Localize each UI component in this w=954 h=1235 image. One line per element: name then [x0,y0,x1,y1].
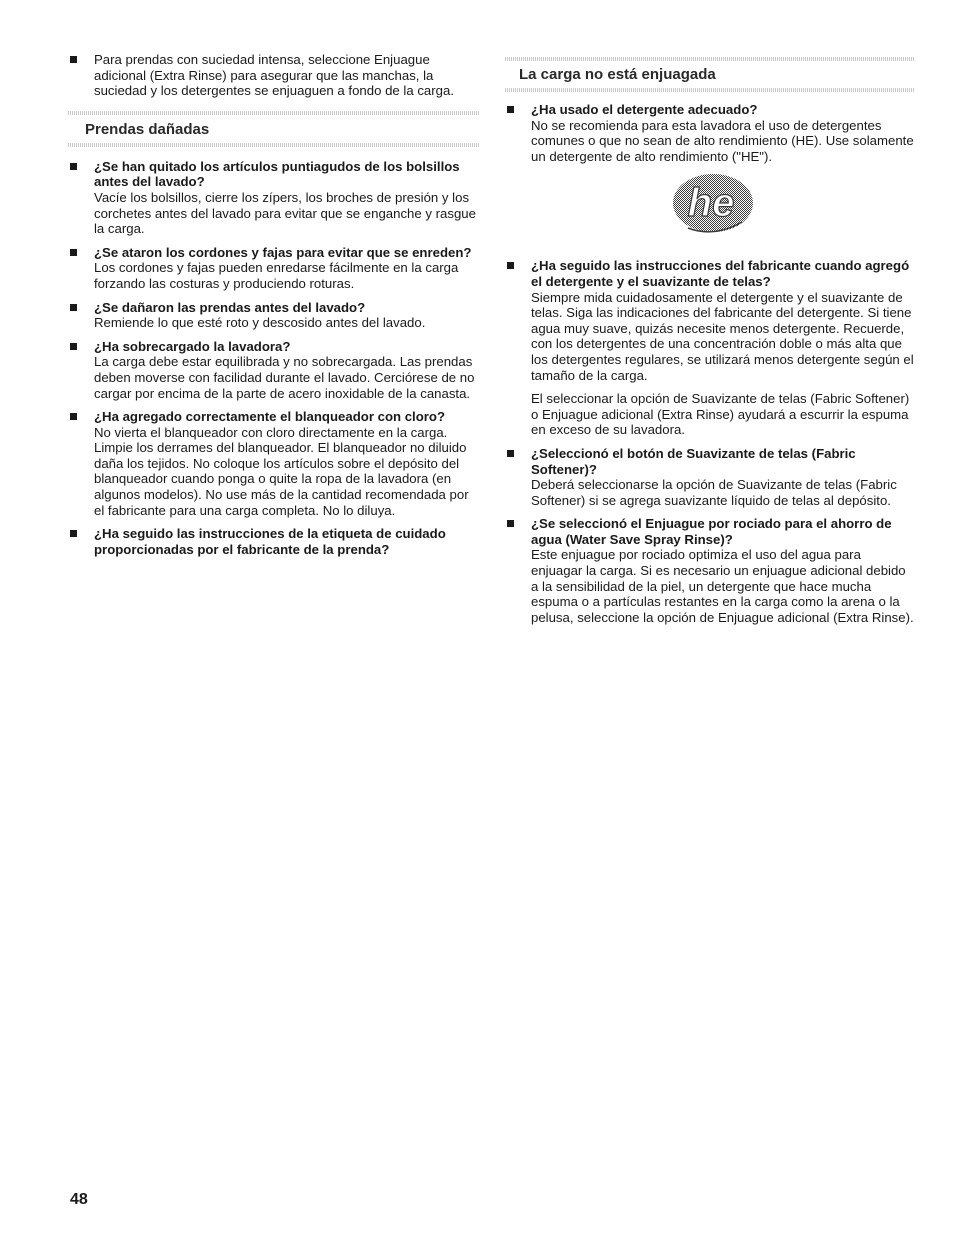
bullet-square-icon [507,450,514,457]
answer-text: No vierta el blanqueador con cloro directamente en la carga. Limpie los derrames del blanqueador. El blanqueador no diluido daña los tejidos. No coloque los artículos sobre el depósito del blanqueador cuando ponga o quite la ropa de la lavadora (en algunos modelos). No use más de la cantidad recomendada por el fabricante para una carga completa. No lo diluya. [94,424,469,518]
bullet-square-icon [70,56,77,63]
bullet-square-icon [70,413,77,420]
question-text: ¿Se seleccionó el Enjuague por rociado para el ahorro de agua (Water Save Spray Rinse)? [531,516,892,547]
intro-bullet [68,52,480,99]
list-item [505,102,915,164]
section-divider [505,88,915,92]
section-divider [68,143,480,147]
svg-text:he: he [687,181,735,226]
section-divider [68,111,480,115]
list-item [68,245,480,292]
question-text: ¿Seleccionó el botón de Suavizante de telas (Fabric Softener)? [531,445,856,477]
list-item [68,159,480,237]
bullet-square-icon [70,249,77,256]
bullet-square-icon [507,520,514,527]
question-text: ¿Ha seguido las instrucciones de la etiqueta de cuidado proporcionadas por el fabricante de la prenda? [94,526,446,557]
intro-text: Para prendas con suciedad intensa, seleccione Enjuague adicional (Extra Rinse) para asegurar que las manchas, la suciedad y los detergentes se enjuaguen a fondo de la carga. [94,52,454,99]
question-text: ¿Se ataron los cordones y fajas para evitar que se enreden? [94,244,472,260]
answer-text: Vacíe los bolsillos, cierre los zípers, los broches de presión y los corchetes antes del lavado para evitar que se enganche y rasgue la carga. [94,189,476,237]
list-item [505,258,915,383]
section-divider [505,57,915,61]
question-text: ¿Se han quitado los artículos puntiagudos de los bolsillos antes del lavado? [94,158,460,190]
bullet-square-icon [507,106,514,113]
paragraph-text: El seleccionar la opción de Suavizante de telas (Fabric Softener) o Enjuague adicional (Extra Rinse) ayudará a escurrir la espuma en exceso de su lavadora. [531,391,910,438]
answer-text: No se recomienda para esta lavadora el uso de detergentes comunes o que no sean de alto rendimiento (HE). Use solamente un detergente de alto rendimiento ("HE"). [531,117,914,164]
answer-text: Remiende lo que esté roto y descosido antes del lavado. [94,315,426,331]
he-logo [505,172,915,244]
bullet-square-icon [70,530,77,537]
right-column [505,57,915,633]
list-item [68,526,480,557]
question-text: ¿Ha agregado correctamente el blanqueador con cloro? [94,409,446,425]
answer-text: La carga debe estar equilibrada y no sobrecargada. Las prendas deben moverse con facilidad durante el lavado. Cerciórese de no cargar por encima de la parte de acero inoxidable de la canasta. [94,354,475,401]
section-title-carga-no-enjuagada: La carga no está enjuagada [519,66,716,83]
section-title-prendas-danadas: Prendas dañadas [85,120,210,138]
bullet-square-icon [70,304,77,311]
bullet-square-icon [70,163,77,170]
bullet-square-icon [507,262,514,269]
list-item [505,446,915,508]
he-logo-icon [670,172,756,236]
list-item [68,409,480,518]
answer-text: Deberá seleccionarse la opción de Suavizante de telas (Fabric Softener) si se agrega suavizante líquido de telas al depósito. [531,477,897,508]
page-number: 48 [70,1191,88,1208]
question-text: ¿Ha sobrecargado la lavadora? [94,338,291,354]
left-column [68,52,480,565]
list-item [68,339,480,401]
answer-text: Este enjuague por rociado optimiza el uso del agua para enjuagar la carga. Si es necesario un enjuague adicional debido a la sensibilidad de la piel, un detergente que hace mucha espuma o a partículas restantes en la carga como la arena o la pelusa, seleccione la opción de Enjuague adicional (Extra Rinse). [531,547,914,625]
list-item [505,516,915,625]
question-text: ¿Se dañaron las prendas antes del lavado? [94,299,366,315]
question-text: ¿Ha usado el detergente adecuado? [531,102,758,117]
answer-text: Los cordones y fajas pueden enredarse fácilmente en la carga forzando las costuras y produciendo roturas. [94,260,459,291]
question-text: ¿Ha seguido las instrucciones del fabricante cuando agregó el detergente y el suavizante de telas? [531,258,910,289]
answer-text: Siempre mida cuidadosamente el detergente y el suavizante de telas. Siga las indicaciones del fabricante del detergente. Si tiene agua muy suave, quizás necesite menos detergente. Recuerde, con los detergentes de una concentración doble o más alta que los detergentes regulares, se utilizará menos detergente según el tamaño de la carga. [531,289,914,383]
bullet-square-icon [70,343,77,350]
list-item [68,300,480,331]
